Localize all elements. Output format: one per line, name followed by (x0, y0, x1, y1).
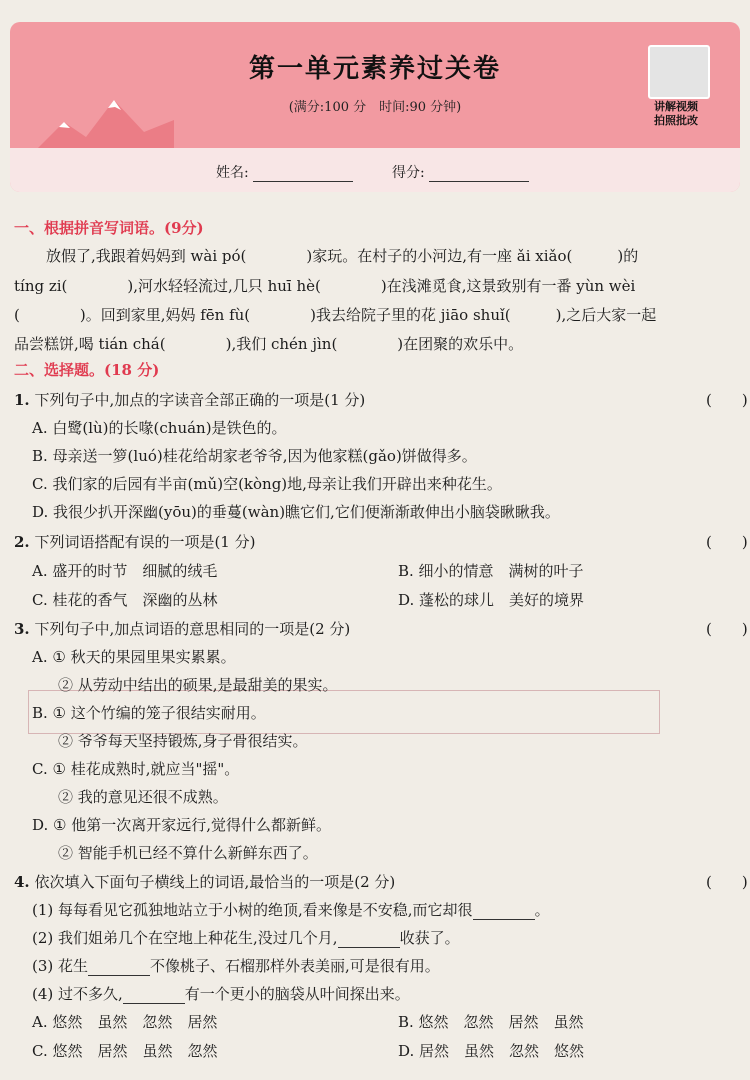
q3-answer-bracket[interactable]: ( ) (706, 620, 748, 638)
q4-option-d[interactable]: D. 居然 虽然 忽然 悠然 (398, 1042, 585, 1060)
fill-blank[interactable] (338, 932, 400, 948)
q2-stem (14, 531, 255, 552)
fill-blank[interactable] (123, 988, 185, 1004)
q2-number: 2. (14, 533, 30, 551)
section2-heading: 二、选择题。(18 分) (14, 361, 160, 379)
q1-option-d[interactable]: D. 我很少扒开深幽(yōu)的垂蔓(wàn)瞧它们,它们便渐渐敢伸出小脑袋瞅瞅我。 (32, 503, 560, 521)
q4-sentence-text: (3) 花生 (32, 957, 89, 975)
qr-label-line2: 拍照批改 (654, 114, 698, 127)
section1-line: ( )。回到家里,妈妈 fēn fù( )我去给院子里的花 jiāo shuǐ( ),之后大家一起 (14, 306, 657, 324)
name-blank[interactable] (253, 165, 353, 182)
q3-option-a-1[interactable]: A. ① 秋天的果园里果实累累。 (32, 648, 236, 666)
q4-sentence (32, 955, 440, 976)
q4-sentence (32, 899, 550, 920)
q3-stem (14, 618, 350, 639)
q1-stem (14, 389, 365, 410)
q3-option-b-2: ② 爷爷每天坚持锻炼,身子骨很结实。 (58, 732, 308, 750)
q2-option-c[interactable]: C. 桂花的香气 深幽的丛林 (32, 591, 218, 609)
qr-code-icon[interactable] (648, 45, 710, 99)
q4-sentence-text: (1) 每每看见它孤独地站立于小树的绝顶,看来像是不安稳,而它却很 (32, 901, 473, 919)
q4-option-c[interactable]: C. 悠然 居然 虽然 忽然 (32, 1042, 218, 1060)
q4-sentence-text: 。 (534, 901, 550, 919)
name-field (216, 162, 353, 182)
fill-blank[interactable] (88, 960, 150, 976)
section1-line: 放假了,我跟着妈妈到 wài pó( )家玩。在村子的小河边,有一座 ǎi xiǎo( )的 (46, 247, 639, 265)
q3-stem-text: 下列句子中,加点词语的意思相同的一项是(2 分) (34, 620, 351, 638)
q1-stem-text: 下列句子中,加点的字读音全部正确的一项是(1 分) (34, 391, 366, 409)
q4-answer-bracket[interactable]: ( ) (706, 873, 748, 891)
q4-sentence-text: 不像桃子、石榴那样外表美丽,可是很有用。 (150, 957, 440, 975)
q1-option-a[interactable]: A. 白鹭(lù)的长喙(chuán)是铁色的。 (32, 419, 287, 437)
section1-line: tíng zi( ),河水轻轻流过,几只 huī hè( )在浅滩觅食,这景致别有一番 yùn wèi (14, 277, 636, 295)
section1-heading: 一、根据拼音写词语。(9分) (14, 219, 204, 237)
name-label: 姓名: (216, 165, 249, 181)
info-bar (10, 148, 740, 192)
q3-number: 3. (14, 620, 30, 638)
q4-sentence-text: 有一个更小的脑袋从叶间探出来。 (184, 985, 410, 1003)
q3-option-d-2: ② 智能手机已经不算什么新鲜东西了。 (58, 844, 318, 862)
score-field (392, 162, 529, 182)
q4-sentence-text: 收获了。 (399, 929, 460, 947)
q1-option-c[interactable]: C. 我们家的后园有半亩(mǔ)空(kòng)地,母亲让我们开辟出来种花生。 (32, 475, 502, 493)
exam-subtitle: (满分:100 分 时间:90 分钟) (288, 100, 462, 115)
exam-title: 第一单元素养过关卷 (248, 54, 501, 84)
q4-sentence (32, 983, 410, 1004)
fill-blank[interactable] (473, 904, 535, 920)
q2-option-d[interactable]: D. 蓬松的球儿 美好的境界 (398, 591, 585, 609)
qr-label (640, 100, 712, 128)
q4-sentence (32, 927, 460, 948)
q4-number: 4. (14, 873, 30, 891)
q3-option-b-1[interactable]: B. ① 这个竹编的笼子很结实耐用。 (32, 704, 266, 722)
q2-option-a[interactable]: A. 盛开的时节 细腻的绒毛 (32, 562, 218, 580)
score-blank[interactable] (429, 165, 529, 182)
q2-stem-text: 下列词语搭配有误的一项是(1 分) (34, 533, 256, 551)
q3-option-c-2: ② 我的意见还很不成熟。 (58, 788, 228, 806)
q4-stem (14, 871, 395, 892)
q3-option-a-2: ② 从劳动中结出的硕果,是最甜美的果实。 (58, 676, 338, 694)
q1-number: 1. (14, 391, 30, 409)
q1-answer-bracket[interactable]: ( ) (706, 391, 748, 409)
score-label: 得分: (392, 165, 425, 181)
q4-sentence-text: (2) 我们姐弟几个在空地上种花生,没过几个月, (32, 929, 338, 947)
section1-line: 品尝糕饼,喝 tián chá( ),我们 chén jìn( )在团聚的欢乐中。 (14, 335, 524, 353)
qr-label-line1: 讲解视频 (654, 100, 698, 113)
q2-answer-bracket[interactable]: ( ) (706, 533, 748, 551)
q4-option-b[interactable]: B. 悠然 忽然 居然 虽然 (398, 1013, 584, 1031)
q1-option-b[interactable]: B. 母亲送一箩(luó)桂花给胡家老爷爷,因为他家糕(gǎo)饼做得多。 (32, 447, 477, 465)
q4-sentence-text: (4) 过不多久, (32, 985, 123, 1003)
q2-option-b[interactable]: B. 细小的情意 满树的叶子 (398, 562, 584, 580)
q4-stem-text: 依次填入下面句子横线上的词语,最恰当的一项是(2 分) (34, 873, 396, 891)
q3-option-c-1[interactable]: C. ① 桂花成熟时,就应当"摇"。 (32, 760, 240, 778)
q4-option-a[interactable]: A. 悠然 虽然 忽然 居然 (32, 1013, 218, 1031)
q3-option-d-1[interactable]: D. ① 他第一次离开家远行,觉得什么都新鲜。 (32, 816, 332, 834)
